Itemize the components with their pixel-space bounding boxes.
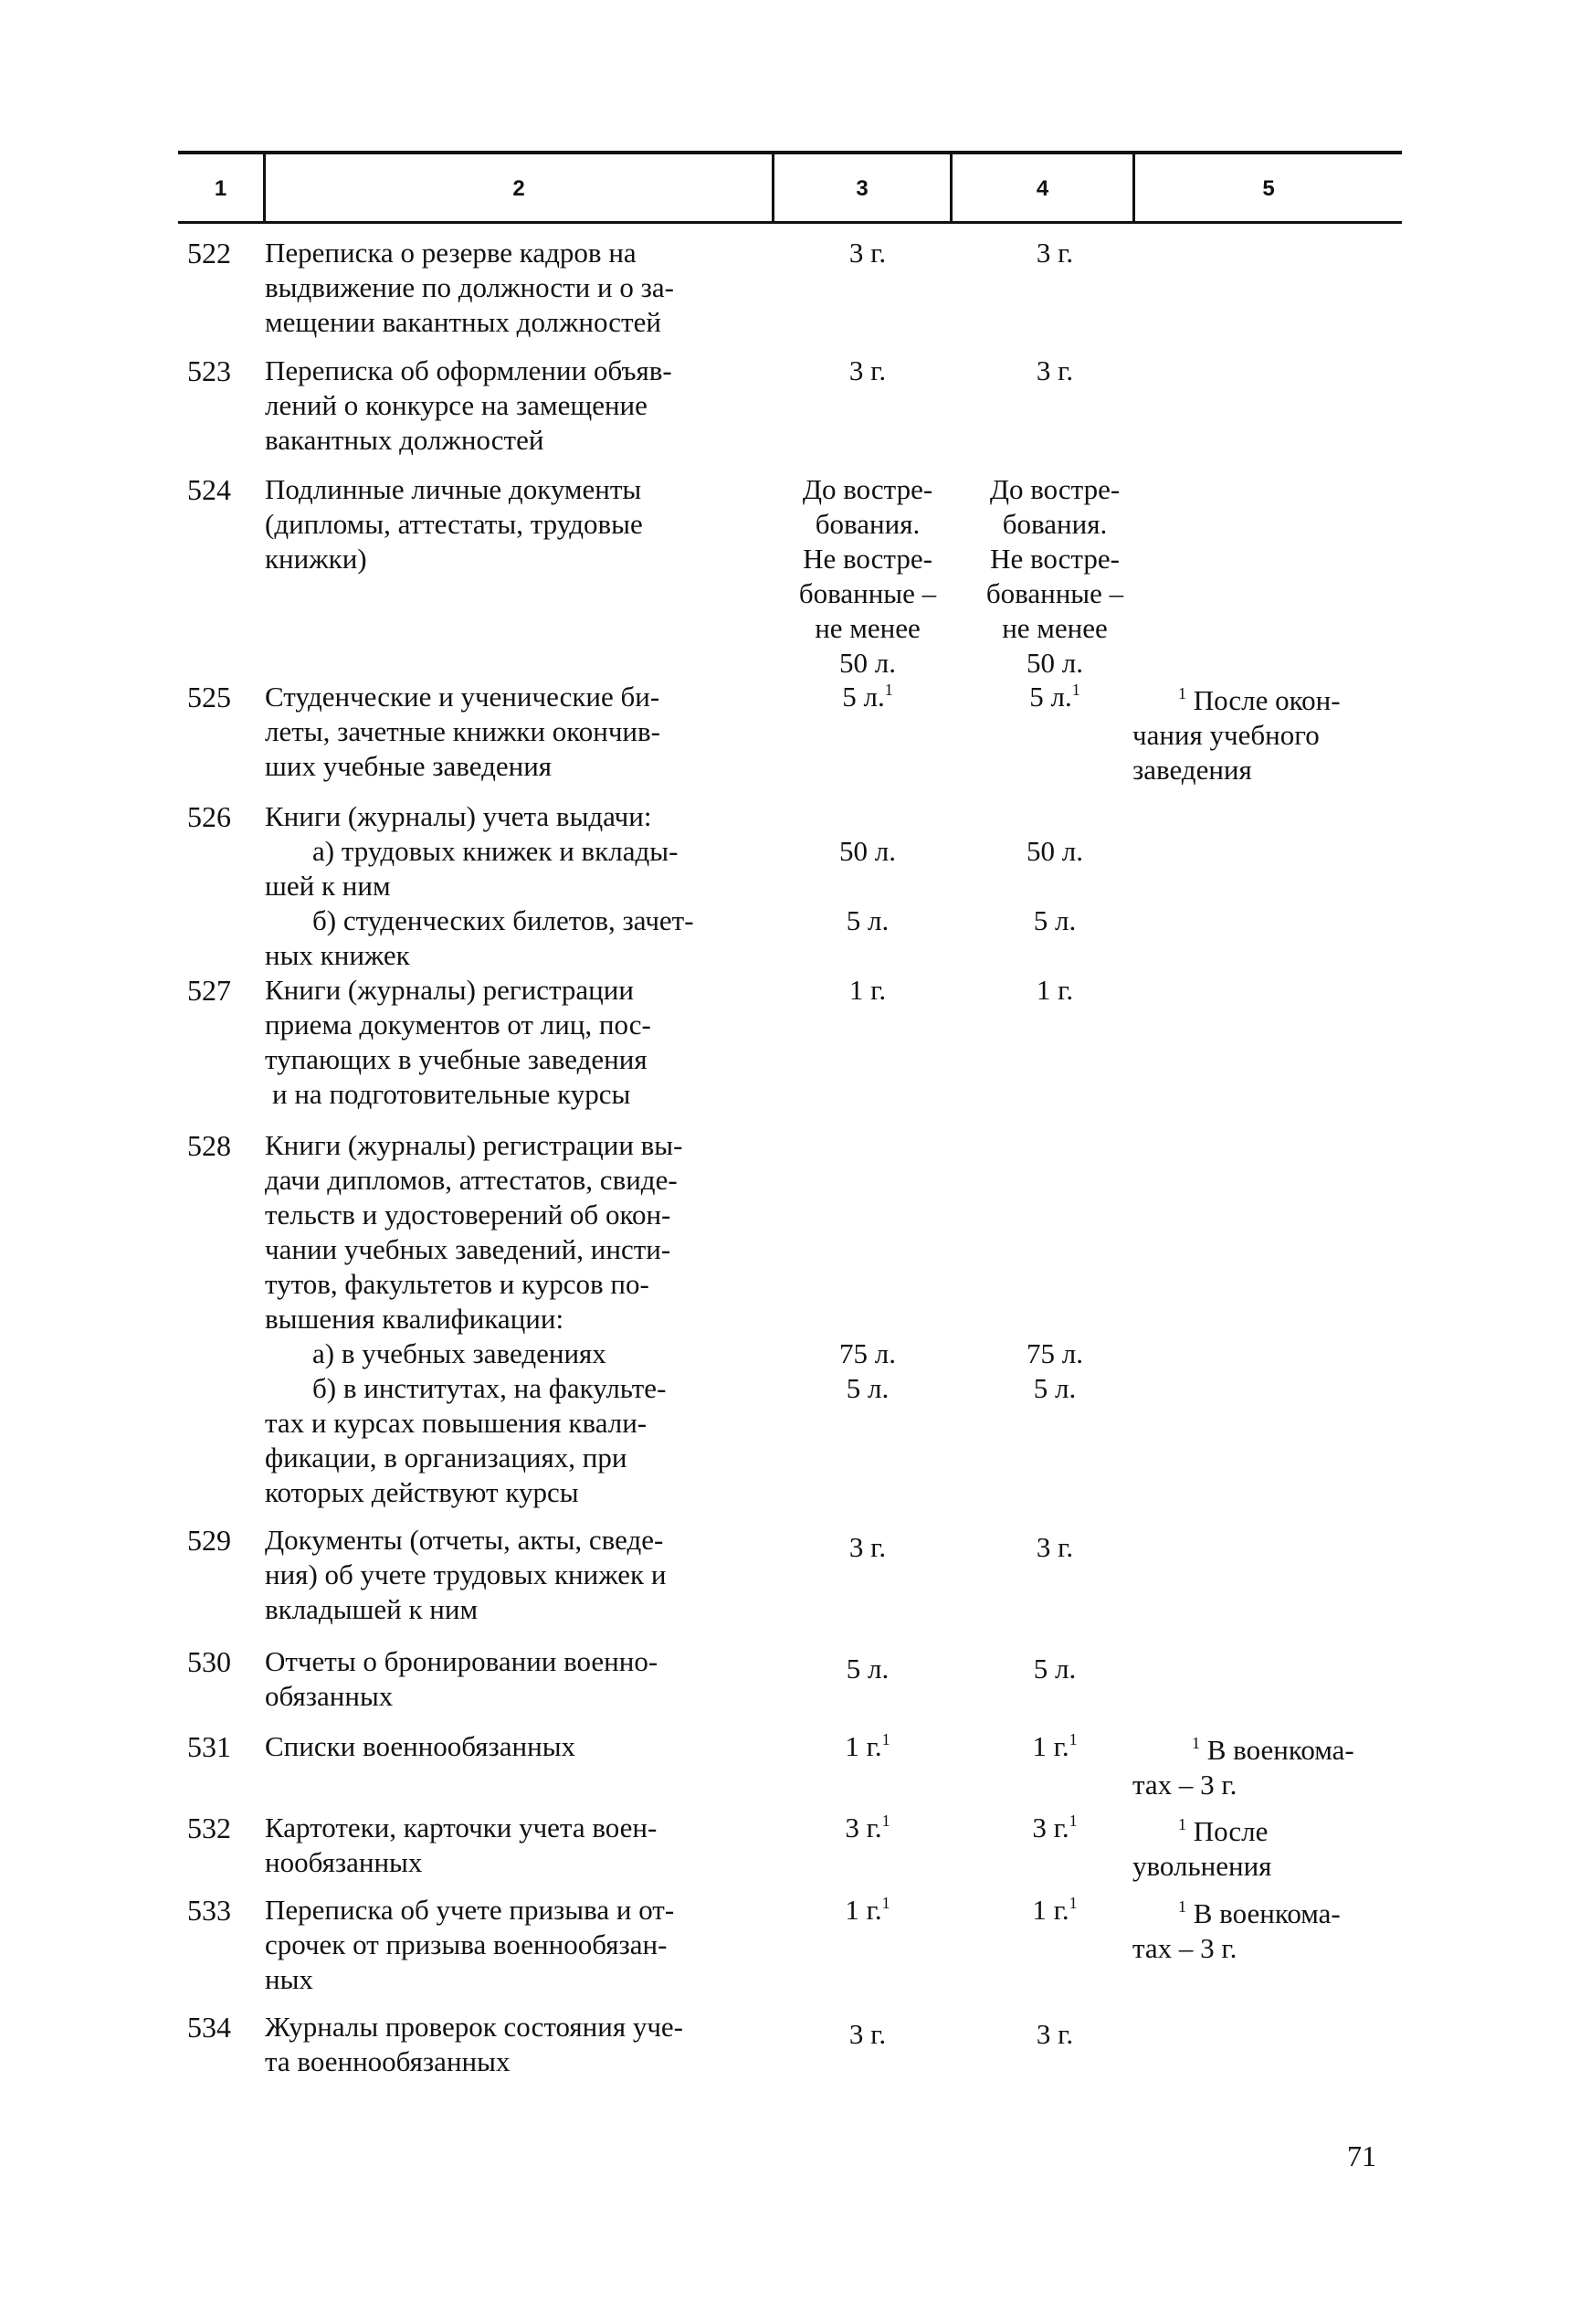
footnote-mark: 1: [1178, 1897, 1186, 1916]
description-line: Книги (журналы) регистрации: [265, 974, 634, 1006]
retention-col4: [964, 1811, 1146, 1845]
footnote-mark: 1: [884, 681, 893, 699]
retention-col3: 3 г.: [848, 2018, 887, 2050]
retention-line: бованные –: [798, 577, 937, 609]
description-line: лений о конкурсе на замещение: [265, 389, 648, 421]
retention-col3: 50 л.: [839, 835, 896, 867]
note-col5: [1132, 1733, 1406, 1802]
description-line: Переписка об оформлении объяв-: [265, 354, 672, 386]
retention-col4: 75 л.: [1027, 1337, 1083, 1369]
row-description: [265, 236, 776, 340]
retention-value: 3 г.: [845, 1812, 882, 1843]
note-line: чания учебного: [1132, 719, 1320, 751]
description-line: Документы (отчеты, акты, сведе-: [265, 1524, 664, 1556]
row-number: 529: [187, 1524, 231, 1557]
row-number: 523: [187, 354, 231, 387]
row-description: [265, 2010, 776, 2079]
description-line: тах и курсах повышения квали-: [265, 1407, 648, 1439]
footnote-mark: 1: [1071, 681, 1080, 699]
description-line: приема документов от лиц, пос-: [265, 1009, 651, 1041]
description-line: ших учебные заведения: [265, 750, 553, 782]
retention-line: Не востре-: [990, 543, 1120, 575]
description-line: шей к ним: [265, 870, 391, 902]
description-line: нообязанных: [265, 1846, 423, 1878]
retention-col4: 50 л.: [1027, 835, 1083, 867]
description-line: Журналы проверок состояния уче-: [265, 2011, 684, 2043]
retention-col3: 5 л.: [846, 1653, 890, 1685]
description-line: тупающих в учебные заведения: [265, 1043, 648, 1075]
header-col-4: 4: [1036, 176, 1049, 201]
retention-col3: 3 г.: [848, 354, 887, 386]
retention-col4: 3 г.: [1036, 237, 1074, 269]
footnote-mark: 1: [881, 1730, 890, 1748]
footnote-mark: 1: [881, 1812, 890, 1830]
retention-col3: 75 л.: [839, 1337, 896, 1369]
row-description: [265, 354, 776, 458]
retention-line: До востре-: [989, 473, 1121, 505]
retention-col3: 3 г.: [848, 237, 887, 269]
description-line: вакантных должностей: [265, 424, 544, 456]
retention-value: 5 л.: [842, 681, 885, 713]
retention-col4: [964, 1893, 1146, 1928]
retention-line: 50 л.: [1027, 647, 1083, 679]
description-line: Подлинные личные документы: [265, 473, 642, 505]
row-description: [265, 1893, 776, 1997]
retention-col3: [776, 472, 959, 681]
retention-value: 1 г.: [845, 1730, 882, 1762]
description-line: вышения квалификации:: [265, 1303, 564, 1335]
retention-line: Не востре-: [803, 543, 932, 575]
page-number: 71: [1347, 2139, 1376, 2172]
retention-col4: 3 г.: [1036, 1531, 1074, 1563]
description-line: Книги (журналы) учета выдачи:: [265, 800, 652, 832]
note-line: тах – 3 г.: [1132, 1769, 1237, 1801]
description-line: Картотеки, карточки учета воен-: [265, 1812, 658, 1843]
retention-col4: 5 л.: [1033, 1653, 1077, 1685]
retention-col3: 3 г.: [848, 1531, 887, 1563]
row-number: 525: [187, 681, 231, 713]
retention-col4: 5 л.: [1033, 904, 1077, 936]
row-number: 526: [187, 800, 231, 833]
description-line: Списки военнообязанных: [265, 1730, 576, 1762]
note-line: увольнения: [1132, 1850, 1272, 1882]
retention-value: 1 г.: [845, 1894, 882, 1926]
retention-col4: [964, 472, 1146, 681]
row-description: [265, 1523, 776, 1627]
retention-col3: 5 л.: [846, 904, 890, 936]
retention-col3: [776, 1893, 959, 1928]
description-line: и на подготовительные курсы: [272, 1078, 631, 1110]
row-number: 532: [187, 1812, 231, 1844]
row-description: [265, 680, 776, 784]
retention-col3: [776, 680, 959, 714]
description-line: которых действуют курсы: [265, 1476, 579, 1508]
note-col5: [1132, 683, 1406, 787]
retention-col4: 3 г.: [1036, 354, 1074, 386]
note-line: $^1$ После окон-: [1178, 684, 1341, 716]
row-description: [265, 1729, 776, 1764]
retention-col3: 1 г.: [848, 974, 887, 1006]
description-line: дачи дипломов, аттестатов, свиде-: [265, 1164, 678, 1196]
row-number: 530: [187, 1645, 231, 1678]
row-description: [265, 799, 776, 973]
note-col5: [1132, 1896, 1406, 1966]
note-line: тах – 3 г.: [1132, 1932, 1237, 1964]
retention-col3: [776, 1729, 959, 1764]
retention-col4: [964, 680, 1146, 714]
description-line: Отчеты о бронировании военно-: [265, 1645, 658, 1677]
header-col-1: 1: [214, 176, 227, 201]
description-line: а) в учебных заведениях: [312, 1337, 606, 1369]
description-line: б) в институтах, на факульте-: [312, 1372, 667, 1404]
description-line: а) трудовых книжек и вклады-: [312, 835, 679, 867]
retention-value: 3 г.: [1032, 1812, 1069, 1843]
retention-col3: 5 л.: [846, 1372, 890, 1404]
row-number: 527: [187, 974, 231, 1007]
footnote-mark: 1: [1069, 1894, 1078, 1912]
retention-col3: [776, 1811, 959, 1845]
note-line: заведения: [1132, 754, 1252, 786]
description-line: фикации, в организациях, при: [265, 1442, 627, 1474]
retention-line: бованные –: [985, 577, 1124, 609]
retention-line: бования.: [1002, 508, 1108, 540]
footnote-mark: 1: [1178, 1815, 1186, 1833]
description-line: книжки): [265, 543, 367, 575]
retention-col4: 1 г.: [1036, 974, 1074, 1006]
note-line: $^1$ В военкома-: [1178, 1897, 1341, 1929]
row-number: 534: [187, 2011, 231, 2044]
retention-line: До востре-: [802, 473, 933, 505]
description-line: леты, зачетные книжки окончив-: [265, 715, 660, 747]
retention-line: не менее: [1002, 612, 1108, 644]
retention-col4: 5 л.: [1033, 1372, 1077, 1404]
retention-line: 50 л.: [839, 647, 896, 679]
row-description: [265, 1811, 776, 1880]
retention-value: 1 г.: [1032, 1894, 1069, 1926]
row-number: 528: [187, 1129, 231, 1162]
description-line: Переписка о резерве кадров на: [265, 237, 637, 269]
header-bottom-rule: [178, 221, 1402, 224]
header-top-rule: [178, 151, 1402, 154]
description-line: вкладышей к ним: [265, 1593, 479, 1625]
retention-value: 1 г.: [1032, 1730, 1069, 1762]
retention-line: не менее: [815, 612, 921, 644]
row-description: [265, 1128, 776, 1510]
row-number: 531: [187, 1730, 231, 1763]
description-line: тельств и удостоверений об окон-: [265, 1199, 671, 1231]
description-line: (дипломы, аттестаты, трудовые: [265, 508, 643, 540]
table-header: [178, 151, 1402, 224]
description-line: выдвижение по должности и о за-: [265, 271, 674, 303]
header-col-3: 3: [856, 176, 869, 201]
retention-col4: [964, 1729, 1146, 1764]
description-line: тутов, факультетов и курсов по-: [265, 1268, 649, 1300]
description-line: срочек от призыва военнообязан-: [265, 1928, 668, 1960]
description-line: ных: [265, 1963, 313, 1995]
footnote-mark: 1: [881, 1894, 890, 1912]
retention-value: 5 л.: [1029, 681, 1072, 713]
header-col-5: 5: [1262, 176, 1275, 201]
header-col-2: 2: [512, 176, 525, 201]
description-line: ных книжек: [265, 939, 410, 971]
description-line: Студенческие и ученические би-: [265, 681, 660, 713]
footnote-mark: 1: [1178, 684, 1186, 702]
footnote-mark: 1: [1192, 1734, 1200, 1752]
description-line: чании учебных заведений, инсти-: [265, 1233, 671, 1265]
row-description: [265, 973, 776, 1112]
note-line: $^1$ В военкома-: [1192, 1734, 1354, 1766]
description-line: б) студенческих билетов, зачет-: [312, 904, 694, 936]
row-number: 524: [187, 473, 231, 506]
description-line: ния) об учете трудовых книжек и: [265, 1558, 667, 1590]
row-number: 522: [187, 237, 231, 269]
row-description: [265, 1644, 776, 1714]
row-number: 533: [187, 1894, 231, 1927]
description-line: та военнообязанных: [265, 2045, 511, 2077]
row-description: [265, 472, 776, 576]
description-line: обязанных: [265, 1680, 394, 1712]
description-line: Книги (журналы) регистрации вы-: [265, 1129, 683, 1161]
footnote-mark: 1: [1069, 1812, 1078, 1830]
retention-line: бования.: [815, 508, 921, 540]
footnote-mark: 1: [1069, 1730, 1078, 1748]
note-col5: [1132, 1814, 1406, 1884]
retention-col4: 3 г.: [1036, 2018, 1074, 2050]
description-line: мещении вакантных должностей: [265, 306, 661, 338]
description-line: Переписка об учете призыва и от-: [265, 1894, 675, 1926]
note-line: $^1$ После: [1178, 1815, 1269, 1847]
